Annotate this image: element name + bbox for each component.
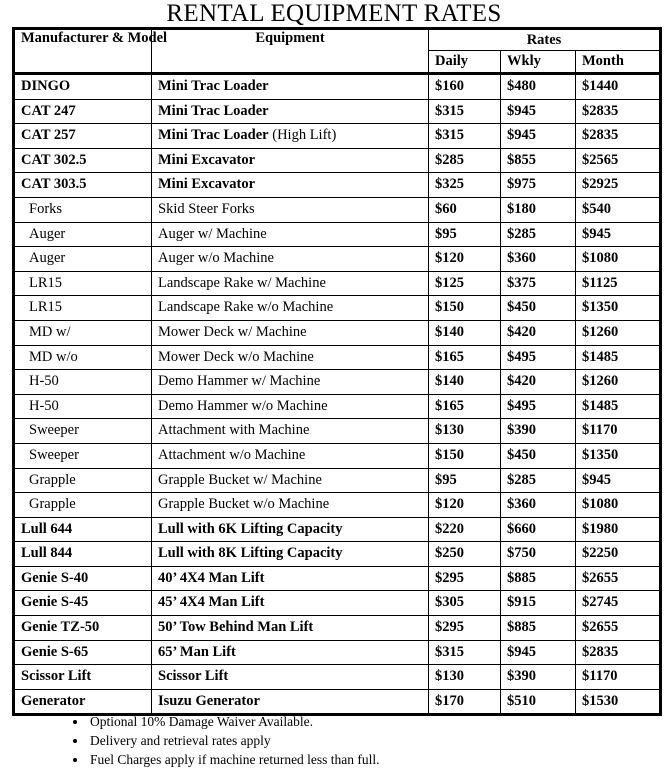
notes-list xyxy=(40,712,380,769)
equipment-label: Attachment with Machine xyxy=(158,422,310,439)
note-item: • Delivery and retrieval rates apply xyxy=(88,731,380,750)
daily-rate-cell: $165 xyxy=(429,394,501,419)
table-row xyxy=(14,320,661,345)
wkly-rate-cell: $420 xyxy=(501,320,576,345)
equipment-cell xyxy=(152,222,429,247)
model-cell: Forks xyxy=(14,197,152,222)
table-row xyxy=(14,517,661,542)
wkly-rate-cell: $945 xyxy=(501,640,576,665)
wkly-rate-cell: $855 xyxy=(501,148,576,173)
equipment-label: 45’ 4X4 Man Lift xyxy=(158,594,265,611)
header-daily: Daily xyxy=(429,51,501,74)
model-cell: Generator xyxy=(14,689,152,715)
model-cell: Scissor Lift xyxy=(14,665,152,690)
wkly-rate-cell: $375 xyxy=(501,271,576,296)
wkly-rate-cell: $660 xyxy=(501,517,576,542)
month-rate-cell: $2745 xyxy=(576,591,661,616)
daily-rate-cell: $160 xyxy=(429,74,501,100)
month-rate-cell: $1485 xyxy=(576,345,661,370)
daily-rate-cell: $315 xyxy=(429,99,501,124)
wkly-rate-cell: $285 xyxy=(501,222,576,247)
header-wkly: Wkly xyxy=(501,51,576,74)
table-row xyxy=(14,370,661,395)
wkly-rate-cell: $450 xyxy=(501,296,576,321)
daily-rate-cell: $95 xyxy=(429,222,501,247)
equipment-label: 65’ Man Lift xyxy=(158,643,236,660)
daily-rate-cell: $130 xyxy=(429,419,501,444)
equipment-label: Demo Hammer w/ Machine xyxy=(158,373,321,390)
model-cell: CAT 303.5 xyxy=(14,173,152,198)
equipment-label: Mini Trac Loader xyxy=(158,78,269,94)
table-row xyxy=(14,443,661,468)
month-rate-cell: $2835 xyxy=(576,640,661,665)
daily-rate-cell: $60 xyxy=(429,197,501,222)
month-rate-cell: $2925 xyxy=(576,173,661,198)
table-row xyxy=(14,222,661,247)
equipment-cell xyxy=(152,493,429,518)
model-cell: Genie TZ-50 xyxy=(14,616,152,641)
month-rate-cell: $1980 xyxy=(576,517,661,542)
model-cell: Genie S-65 xyxy=(14,640,152,665)
equipment-label: Isuzu Generator xyxy=(158,692,260,709)
wkly-rate-cell: $885 xyxy=(501,566,576,591)
equipment-suffix: (High Lift) xyxy=(268,127,337,144)
equipment-cell xyxy=(152,320,429,345)
equipment-label: Scissor Lift xyxy=(158,668,229,685)
model-cell: Lull 644 xyxy=(14,517,152,542)
model-cell: CAT 247 xyxy=(14,99,152,124)
month-rate-cell: $1260 xyxy=(576,370,661,395)
rates-table xyxy=(12,27,662,716)
wkly-rate-cell: $480 xyxy=(501,74,576,100)
wkly-rate-cell: $360 xyxy=(501,493,576,518)
equipment-label: Lull with 6K Lifting Capacity xyxy=(158,520,343,537)
table-row xyxy=(14,419,661,444)
equipment-cell xyxy=(152,468,429,493)
wkly-rate-cell: $495 xyxy=(501,345,576,370)
equipment-cell xyxy=(152,99,429,124)
model-cell: Genie S-45 xyxy=(14,591,152,616)
month-rate-cell: $2835 xyxy=(576,124,661,149)
table-row xyxy=(14,616,661,641)
model-cell: DINGO xyxy=(14,74,152,100)
table-row xyxy=(14,99,661,124)
month-rate-cell: $540 xyxy=(576,197,661,222)
wkly-rate-cell: $360 xyxy=(501,247,576,272)
model-cell: Lull 844 xyxy=(14,542,152,567)
daily-rate-cell: $325 xyxy=(429,173,501,198)
rates-table-body xyxy=(14,74,661,715)
equipment-cell xyxy=(152,345,429,370)
equipment-label: Mini Excavator xyxy=(158,151,256,168)
daily-rate-cell: $305 xyxy=(429,591,501,616)
daily-rate-cell: $315 xyxy=(429,124,501,149)
table-row xyxy=(14,173,661,198)
wkly-rate-cell: $495 xyxy=(501,394,576,419)
equipment-cell xyxy=(152,616,429,641)
model-cell: Sweeper xyxy=(14,443,152,468)
daily-rate-cell: $170 xyxy=(429,689,501,715)
equipment-label: Skid Steer Forks xyxy=(158,200,255,217)
note-item: • Fuel Charges apply if machine returned less than full. xyxy=(88,750,380,769)
wkly-rate-cell: $975 xyxy=(501,173,576,198)
equipment-label: Landscape Rake w/ Machine xyxy=(158,274,326,291)
equipment-label: 50’ Tow Behind Man Lift xyxy=(158,619,314,636)
wkly-rate-cell: $510 xyxy=(501,689,576,715)
note-item: • Optional 10% Damage Waiver Available. xyxy=(88,712,380,731)
model-cell: LR15 xyxy=(14,271,152,296)
month-rate-cell: $2565 xyxy=(576,148,661,173)
daily-rate-cell: $285 xyxy=(429,148,501,173)
equipment-label: Mower Deck w/o Machine xyxy=(158,348,314,365)
header-rates: Rates xyxy=(429,29,661,51)
equipment-cell xyxy=(152,74,429,100)
wkly-rate-cell: $885 xyxy=(501,616,576,641)
table-row xyxy=(14,591,661,616)
wkly-rate-cell: $390 xyxy=(501,419,576,444)
table-row xyxy=(14,640,661,665)
table-row xyxy=(14,493,661,518)
model-cell: MD w/ xyxy=(14,320,152,345)
table-row xyxy=(14,345,661,370)
table-row xyxy=(14,566,661,591)
wkly-rate-cell: $285 xyxy=(501,468,576,493)
model-cell: Sweeper xyxy=(14,419,152,444)
wkly-rate-cell: $915 xyxy=(501,591,576,616)
daily-rate-cell: $150 xyxy=(429,443,501,468)
header-equipment: Equipment xyxy=(152,29,429,74)
equipment-cell xyxy=(152,197,429,222)
daily-rate-cell: $295 xyxy=(429,566,501,591)
equipment-cell xyxy=(152,148,429,173)
daily-rate-cell: $120 xyxy=(429,493,501,518)
equipment-label: Grapple Bucket w/o Machine xyxy=(158,496,330,513)
equipment-cell xyxy=(152,443,429,468)
equipment-cell xyxy=(152,517,429,542)
wkly-rate-cell: $180 xyxy=(501,197,576,222)
equipment-cell xyxy=(152,591,429,616)
wkly-rate-cell: $420 xyxy=(501,370,576,395)
header-month: Month xyxy=(576,51,661,74)
daily-rate-cell: $140 xyxy=(429,320,501,345)
equipment-cell xyxy=(152,394,429,419)
model-cell: Genie S-40 xyxy=(14,566,152,591)
equipment-cell xyxy=(152,124,429,149)
month-rate-cell: $1530 xyxy=(576,689,661,715)
month-rate-cell: $1350 xyxy=(576,296,661,321)
model-cell: Grapple xyxy=(14,468,152,493)
month-rate-cell: $1170 xyxy=(576,419,661,444)
table-row xyxy=(14,468,661,493)
table-row xyxy=(14,542,661,567)
wkly-rate-cell: $945 xyxy=(501,99,576,124)
table-row xyxy=(14,271,661,296)
equipment-cell xyxy=(152,566,429,591)
wkly-rate-cell: $945 xyxy=(501,124,576,149)
daily-rate-cell: $140 xyxy=(429,370,501,395)
equipment-label: 40’ 4X4 Man Lift xyxy=(158,569,265,586)
month-rate-cell: $2835 xyxy=(576,99,661,124)
daily-rate-cell: $315 xyxy=(429,640,501,665)
daily-rate-cell: $125 xyxy=(429,271,501,296)
model-cell: LR15 xyxy=(14,296,152,321)
wkly-rate-cell: $390 xyxy=(501,665,576,690)
table-row xyxy=(14,247,661,272)
model-cell: MD w/o xyxy=(14,345,152,370)
daily-rate-cell: $150 xyxy=(429,296,501,321)
table-row xyxy=(14,296,661,321)
equipment-label: Landscape Rake w/o Machine xyxy=(158,299,334,316)
daily-rate-cell: $130 xyxy=(429,665,501,690)
month-rate-cell: $945 xyxy=(576,468,661,493)
equipment-label: Lull with 8K Lifting Capacity xyxy=(158,545,343,562)
model-cell: CAT 257 xyxy=(14,124,152,149)
table-row xyxy=(14,394,661,419)
equipment-label: Demo Hammer w/o Machine xyxy=(158,397,328,414)
daily-rate-cell: $220 xyxy=(429,517,501,542)
month-rate-cell: $1350 xyxy=(576,443,661,468)
model-cell: H-50 xyxy=(14,370,152,395)
equipment-label: Mini Excavator xyxy=(158,176,256,193)
daily-rate-cell: $165 xyxy=(429,345,501,370)
model-cell: H-50 xyxy=(14,394,152,419)
model-cell: Auger xyxy=(14,222,152,247)
month-rate-cell: $1170 xyxy=(576,665,661,690)
equipment-cell xyxy=(152,542,429,567)
month-rate-cell: $1080 xyxy=(576,247,661,272)
month-rate-cell: $1260 xyxy=(576,320,661,345)
daily-rate-cell: $95 xyxy=(429,468,501,493)
month-rate-cell: $2655 xyxy=(576,616,661,641)
equipment-label: Mini Trac Loader xyxy=(158,102,269,119)
equipment-label: Mower Deck w/ Machine xyxy=(158,323,307,340)
month-rate-cell: $1080 xyxy=(576,493,661,518)
model-cell: Auger xyxy=(14,247,152,272)
daily-rate-cell: $250 xyxy=(429,542,501,567)
month-rate-cell: $1485 xyxy=(576,394,661,419)
month-rate-cell: $1440 xyxy=(576,74,661,100)
equipment-cell xyxy=(152,640,429,665)
table-row xyxy=(14,197,661,222)
equipment-label: Grapple Bucket w/ Machine xyxy=(158,471,322,488)
month-rate-cell: $2655 xyxy=(576,566,661,591)
model-cell: CAT 302.5 xyxy=(14,148,152,173)
equipment-cell xyxy=(152,271,429,296)
table-row xyxy=(14,74,661,100)
equipment-cell xyxy=(152,370,429,395)
page-title: RENTAL EQUIPMENT RATES xyxy=(166,0,502,27)
table-row xyxy=(14,124,661,149)
table-row xyxy=(14,148,661,173)
daily-rate-cell: $120 xyxy=(429,247,501,272)
header-model: Manufacturer & Model xyxy=(14,29,152,74)
equipment-label: Mini Trac Loader xyxy=(158,127,269,144)
equipment-label: Auger w/ Machine xyxy=(158,225,267,242)
equipment-label: Attachment w/o Machine xyxy=(158,446,306,463)
equipment-cell xyxy=(152,665,429,690)
daily-rate-cell: $295 xyxy=(429,616,501,641)
month-rate-cell: $2250 xyxy=(576,542,661,567)
wkly-rate-cell: $450 xyxy=(501,443,576,468)
wkly-rate-cell: $750 xyxy=(501,542,576,567)
table-row xyxy=(14,665,661,690)
equipment-label: Auger w/o Machine xyxy=(158,250,274,267)
equipment-cell xyxy=(152,296,429,321)
month-rate-cell: $945 xyxy=(576,222,661,247)
equipment-cell xyxy=(152,247,429,272)
equipment-cell xyxy=(152,419,429,444)
equipment-cell xyxy=(152,173,429,198)
model-cell: Grapple xyxy=(14,493,152,518)
month-rate-cell: $1125 xyxy=(576,271,661,296)
